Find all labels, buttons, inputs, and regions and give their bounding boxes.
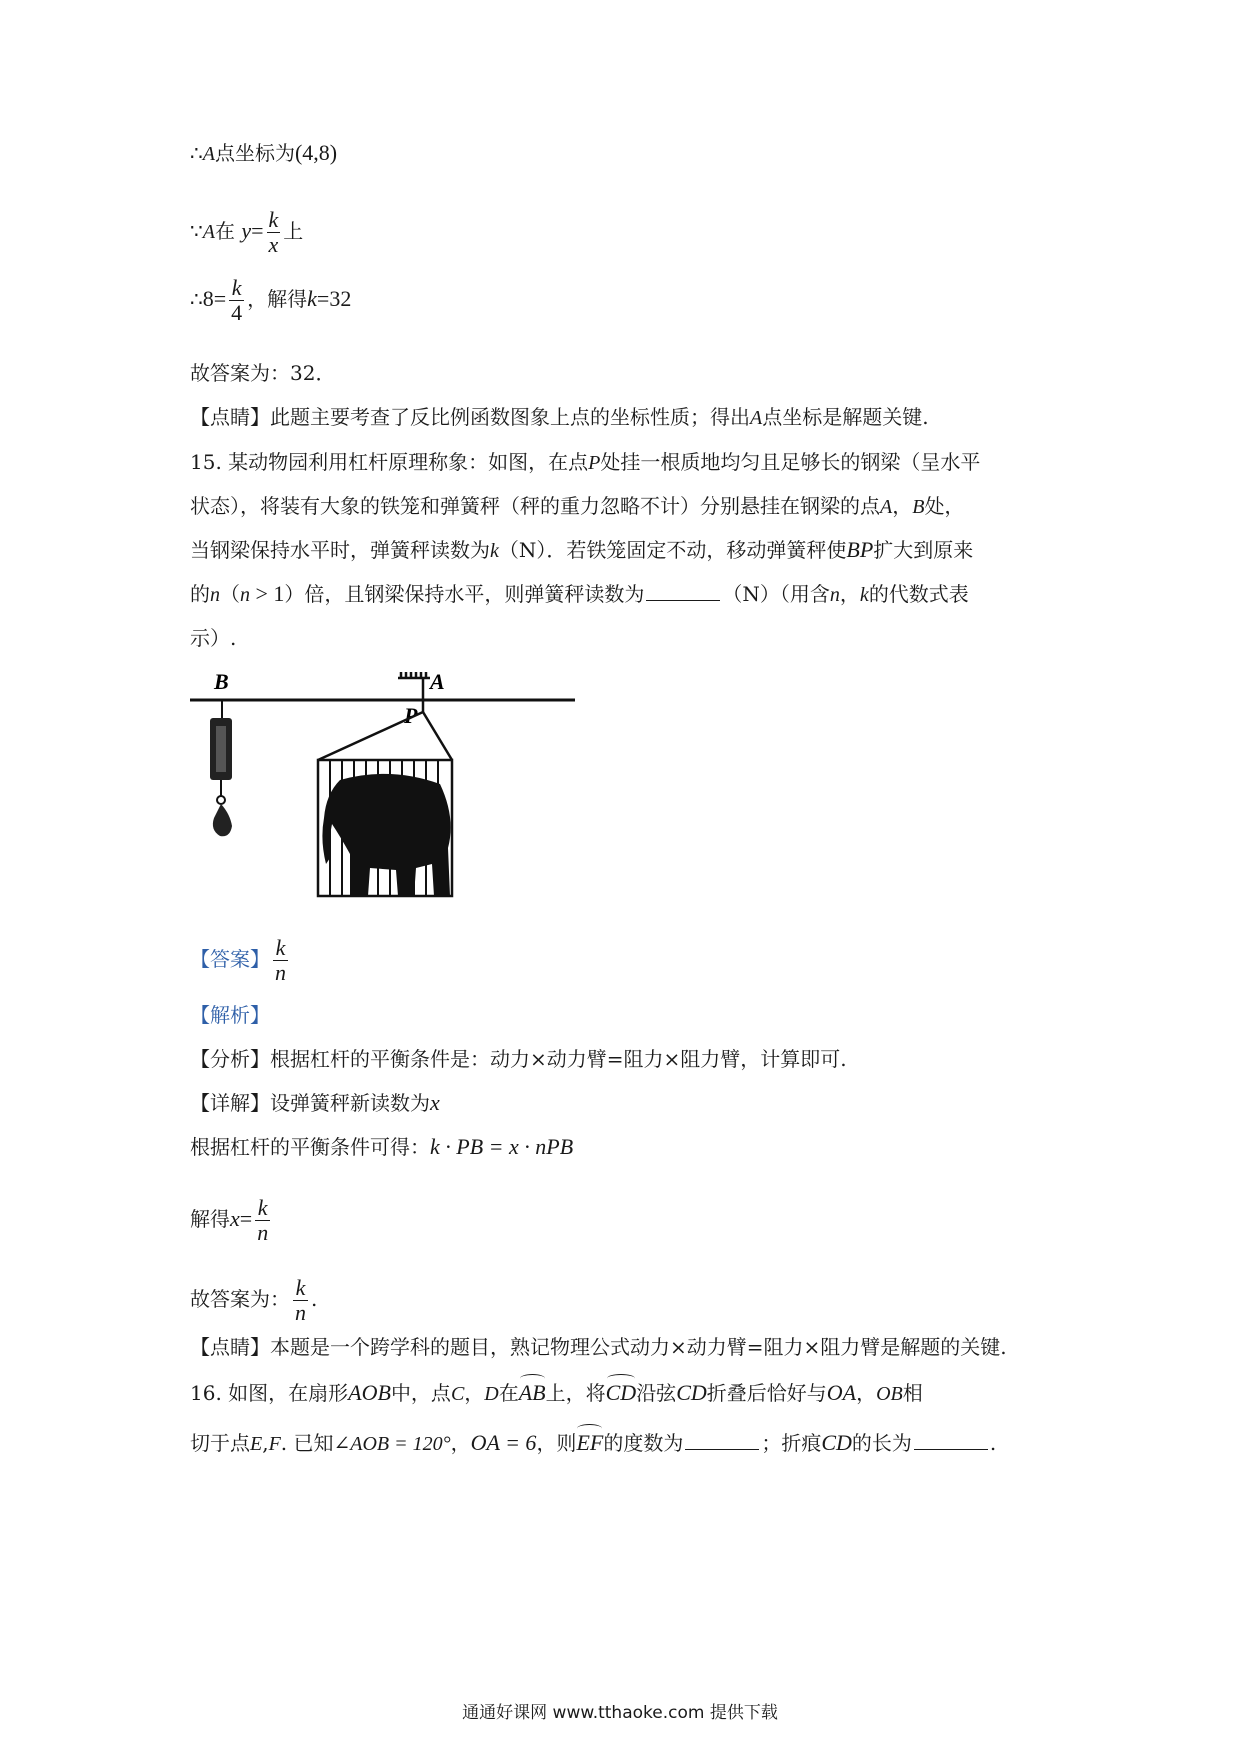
tag: 【点睛】: [190, 405, 270, 429]
solution-line-1: [190, 140, 337, 167]
text: 在: [214, 219, 235, 243]
text: 相: [902, 1381, 923, 1405]
denominator: n: [275, 960, 286, 985]
number: 8: [202, 286, 214, 311]
answer-line: 故答案为：32．: [190, 361, 336, 385]
numerator: k: [229, 276, 244, 301]
fraction-k-over-4: [229, 276, 244, 325]
q15-line-5: 示）.: [190, 626, 237, 650]
denominator: n: [295, 1300, 306, 1325]
q15-line-2: [190, 493, 964, 520]
lever-elephant-figure: [190, 668, 590, 908]
solve-line: [190, 1196, 273, 1245]
var-e: E: [250, 1433, 263, 1455]
label-a: A: [430, 669, 445, 694]
var-aob: AOB: [348, 1380, 391, 1405]
text: ，解得: [247, 287, 308, 311]
arc-ef: EF: [576, 1430, 604, 1455]
text: . 已知: [280, 1431, 334, 1455]
text: 16. 如图，在扇形: [190, 1381, 349, 1405]
answer-block: [190, 936, 291, 985]
equals: =: [239, 1206, 253, 1231]
comma: ，: [839, 582, 860, 606]
coordinate: (4,8): [294, 140, 338, 165]
var-ob: OB: [876, 1383, 903, 1405]
equals: =: [316, 286, 330, 311]
footer: 通通好课网 www.tthaoke.com 提供下载: [462, 1703, 778, 1723]
solution-line-3: [190, 276, 351, 325]
comma: ,: [262, 1431, 269, 1455]
var-n: n: [240, 584, 250, 606]
equation: k · PB = x · nPB: [430, 1134, 574, 1159]
text: 此题主要考查了反比例函数图象上点的坐标性质；得出: [270, 405, 750, 429]
var-k: k: [859, 584, 869, 606]
answer-blank: [646, 582, 720, 601]
denominator: n: [257, 1220, 269, 1245]
fraction-k-over-x: [267, 208, 281, 257]
text: 解得: [190, 1207, 230, 1231]
text: 点坐标为: [214, 141, 295, 165]
dianjing-line: [190, 404, 929, 431]
var-a: A: [202, 143, 215, 165]
text: （: [220, 582, 240, 606]
var-y: y: [241, 218, 252, 243]
answer-blank-1: [685, 1431, 759, 1450]
label-b: B: [214, 669, 229, 694]
var-a: A: [750, 407, 763, 429]
therefore-symbol: ∴: [190, 287, 203, 311]
text: 折叠后恰好与: [706, 1381, 827, 1405]
fenxi-line: [190, 1046, 847, 1072]
text: （N）（用含: [722, 582, 830, 606]
text: 处挂一根质地均匀且足够长的钢梁（呈水平: [600, 450, 981, 474]
comma: ，: [450, 1431, 471, 1455]
var-n: n: [829, 584, 840, 606]
text: （N）．若铁笼固定不动，移动弹簧秤使: [498, 538, 847, 562]
text: 沿弦: [636, 1381, 677, 1405]
text: 设弹簧秤新读数为: [270, 1091, 430, 1115]
chord-cd: CD: [821, 1430, 852, 1455]
text: 的长为: [851, 1431, 912, 1455]
q15-line-3: [190, 537, 973, 564]
text: 中，点: [390, 1381, 451, 1405]
var-k: k: [490, 540, 499, 562]
solution-line-2: [190, 208, 303, 257]
fraction-k-over-n: [273, 936, 288, 985]
value: 32: [329, 286, 352, 311]
text: 故答案为：: [190, 1287, 290, 1311]
fraction-k-over-n: [293, 1276, 308, 1325]
var-a: A: [880, 496, 893, 518]
text: 15. 某动物园利用杠杆原理称象：如图，在点: [190, 450, 589, 474]
arc-ab: AB: [518, 1380, 546, 1405]
comma: ，: [856, 1381, 877, 1405]
angle-aob: ∠AOB = 120°: [333, 1433, 451, 1455]
var-a: A: [202, 221, 215, 243]
numerator: k: [293, 1276, 308, 1301]
text: 扩大到原来: [873, 538, 974, 562]
spring-scale-icon: [210, 700, 232, 836]
xiangjie-line: [190, 1090, 440, 1116]
final-answer-line: [190, 1276, 317, 1325]
text: 根据杠杆的平衡条件可得：: [190, 1135, 430, 1159]
answer-blank-2: [914, 1431, 988, 1450]
hanger-mount-icon: [398, 672, 430, 700]
var-f: F: [268, 1433, 281, 1455]
text: 处，: [924, 494, 965, 518]
q16-line-1: [190, 1380, 923, 1407]
text: 在: [498, 1381, 519, 1405]
var-k: k: [307, 286, 317, 311]
denominator: 4: [231, 300, 243, 325]
analysis-tag: 【解析】: [190, 1003, 270, 1027]
var-bp: BP: [846, 537, 874, 562]
text: 上，将: [545, 1381, 606, 1405]
var-b: B: [912, 496, 925, 518]
q16-line-2: [190, 1430, 996, 1457]
equals: =: [213, 286, 227, 311]
therefore-symbol: ∴: [190, 141, 203, 165]
period: .: [311, 1287, 318, 1311]
var-x: x: [230, 1206, 240, 1231]
comma: ，: [464, 1381, 485, 1405]
dianjing-line-2: [190, 1334, 1007, 1360]
label-p: P: [404, 703, 418, 728]
tag: 【分析】: [190, 1047, 270, 1071]
text: 的: [190, 582, 210, 606]
tag: 【详解】: [190, 1091, 270, 1115]
length-oa: OA = 6: [470, 1430, 537, 1455]
numerator: k: [268, 207, 279, 232]
var-d: D: [484, 1383, 499, 1405]
text: 当钢梁保持水平时，弹簧秤读数为: [190, 538, 490, 562]
answer-tag: 【答案】: [190, 947, 270, 971]
period: .: [989, 1431, 997, 1455]
text: 的度数为: [603, 1431, 684, 1455]
q15-line-4: [190, 581, 969, 608]
q15-line-1: [190, 449, 980, 476]
text: 根据杠杆的平衡条件是：动力×动力臂=阻力×阻力臂，计算即可.: [270, 1047, 847, 1071]
equation-line: [190, 1134, 573, 1160]
var-n: n: [210, 584, 220, 606]
because-symbol: ∵: [190, 219, 203, 243]
text: 的代数式表: [868, 582, 969, 606]
fraction-k-over-n: [255, 1196, 270, 1245]
comma: ，: [892, 494, 913, 518]
text: 点坐标是解题关键.: [762, 405, 929, 429]
numerator: k: [273, 936, 288, 961]
text: 本题是一个跨学科的题目，熟记物理公式动力×动力臂=阻力×阻力臂是解题的关键.: [270, 1335, 1007, 1359]
var-c: C: [450, 1383, 465, 1405]
var-oa: OA: [826, 1380, 857, 1405]
denominator: x: [268, 232, 279, 257]
text: ）倍，且钢梁保持水平，则弹簧秤读数为: [284, 582, 645, 606]
text: ；折痕: [761, 1431, 822, 1455]
tag: 【点睛】: [190, 1335, 270, 1359]
text: ，则: [536, 1431, 577, 1455]
equals: =: [251, 218, 264, 243]
text: 状态），将装有大象的铁笼和弹簧秤（秤的重力忽略不计）分别悬挂在钢梁的点: [190, 494, 880, 518]
text: 上: [283, 219, 304, 243]
numerator: k: [255, 1196, 270, 1221]
text: 切于点: [190, 1431, 250, 1455]
var-x: x: [430, 1090, 440, 1115]
chord-cd: CD: [676, 1380, 707, 1405]
arc-cd: CD: [605, 1380, 637, 1405]
var-p: P: [588, 452, 601, 474]
inequality: > 1: [250, 581, 285, 606]
